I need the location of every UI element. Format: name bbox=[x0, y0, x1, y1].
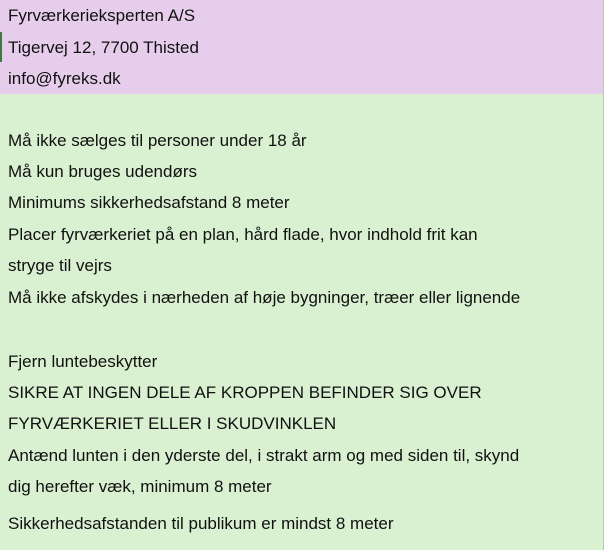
cell-text: Sikkerhedsafstanden til publikum er mindst 8 meter bbox=[8, 514, 394, 533]
cell-text: Fyrværkerieksperten A/S bbox=[8, 6, 196, 25]
cell-company-name[interactable] bbox=[0, 0, 604, 33]
cell-age-restriction[interactable] bbox=[0, 125, 604, 157]
cell-text: Må kun bruges udendørs bbox=[8, 162, 197, 181]
cell-ignite-instruction[interactable] bbox=[0, 440, 604, 509]
cell-text: Må ikke sælges til personer under 18 år bbox=[8, 131, 307, 150]
cell-text-line-1: SIKRE AT INGEN DELE AF KROPPEN BEFINDER SIG OVER bbox=[8, 383, 482, 402]
cell-placement-instruction[interactable] bbox=[0, 219, 604, 283]
cell-text-line-2: stryge til vejrs bbox=[8, 256, 112, 275]
cell-text: Fjern luntebeskytter bbox=[8, 352, 158, 371]
cell-text-line-2: dig herefter væk, minimum 8 meter bbox=[8, 477, 272, 496]
cell-text: Tigervej 12, 7700 Thisted bbox=[8, 38, 199, 57]
cell-text-line-1: Antænd lunten i den yderste del, i strakt arm og med siden til, skynd bbox=[8, 446, 520, 465]
cell-safety-distance[interactable] bbox=[0, 187, 604, 220]
cell-empty-row[interactable] bbox=[0, 94, 604, 126]
cell-text: info@fyreks.dk bbox=[8, 69, 121, 88]
cell-text-line-2 bbox=[8, 313, 604, 344]
cell-text-line-1: Placer fyrværkeriet på en plan, hård flade, hvor indhold frit kan bbox=[8, 225, 478, 244]
cell-text-line-2: FYRVÆRKERIET ELLER I SKUDVINKLEN bbox=[8, 414, 337, 433]
cell-empty-row-bottom[interactable] bbox=[0, 539, 604, 550]
cell-text bbox=[8, 539, 604, 550]
cell-audience-distance[interactable] bbox=[0, 508, 604, 540]
cell-no-tall-buildings[interactable] bbox=[0, 282, 604, 347]
cell-company-email[interactable] bbox=[0, 63, 604, 95]
cell-text bbox=[8, 94, 604, 125]
row-selection-marker bbox=[0, 32, 2, 62]
cell-text: Minimums sikkerhedsafstand 8 meter bbox=[8, 193, 290, 212]
cell-body-warning[interactable] bbox=[0, 377, 604, 441]
cell-text-line-1: Må ikke afskydes i nærheden af høje bygninger, træer eller lignende bbox=[8, 288, 521, 307]
cell-company-address[interactable] bbox=[0, 32, 604, 64]
cell-remove-fuse-cover[interactable] bbox=[0, 346, 604, 378]
cell-outdoor-only[interactable] bbox=[0, 156, 604, 188]
